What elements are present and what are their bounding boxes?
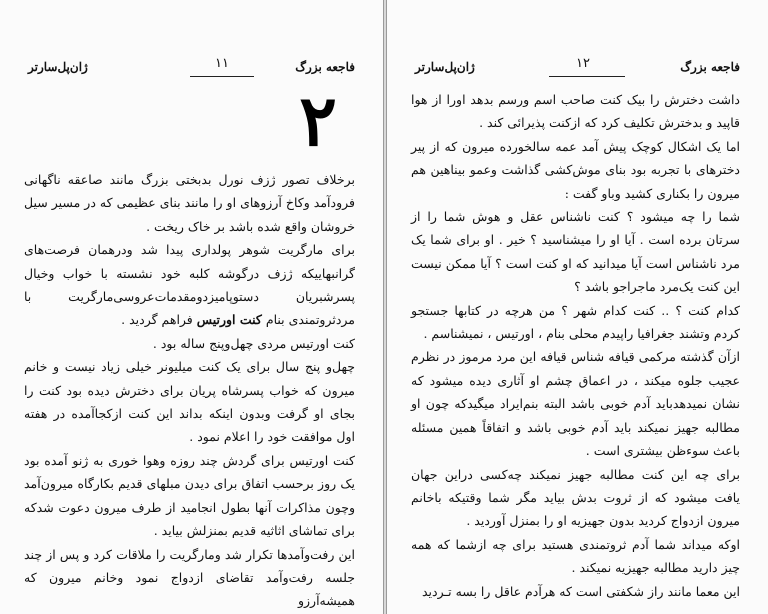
chapter-number: ۲ — [299, 79, 337, 162]
running-author: ژان‌پل‌سارتر — [415, 60, 475, 74]
paragraph: ازآن گذشته مرکمی قیافه شناس قیافه این مرد مرموز در نظرم عجیب جلوه میکند ، در اعماق چشم او آثاری دیده میشود که نشان نمیدهدباید آدم خوبی باشد البته بنم‌ایراد میگیدکه چون او مطالبه جهیز نمیکند باید آدم خوبی باشد و اتفاقاً همین مسئله باعث سوءظن بیشتری است . — [411, 349, 740, 459]
running-author: ژان‌پل‌سارتر — [28, 60, 88, 74]
paragraph: کنت اورتیس برای گردش چند روزه وهوا خوری به ژنو آمده بود یک روز برحسب اتفاق برای دیدن مبلهای قدیم بکارگاه میرون‌آمد وچون مذاکرات آنها بطول انجامید از طرف میرون دعوت شدکه برای تماشای اثاثیه قدیم بمنزلش بیاید . — [24, 452, 355, 539]
paragraph: کدام کنت ؟ .. کنت کدام شهر ؟ من هرچه در کتابها جستجو کردم وتشند جغرافیا راپیدم محلی بنام ، اورتیس ، نمیشناسم . — [411, 302, 740, 342]
paragraph: این معما مانند راز شکفتی است که هرآدم عاقل را بسه تـردید — [421, 583, 740, 599]
paragraph: این رفت‌وآمدها تکرار شد ومارگریت را ملاقات کرد و پس از چند جلسه رفت‌وآمد تقاضای ازدواج نمود وخانم میرون که همیشه‌آرزو — [24, 546, 355, 609]
header-rule — [549, 76, 625, 77]
page-number: ۱۲ — [576, 56, 590, 71]
paragraph: برای چه این کنت مطالبه جهیز نمیکند چه‌کسی دراین جهان یافت میشود که از ثروت بدش بیاید مگر شما وقتیکه باخانم میرون ازدواج کردید بدون جهیزیه او را بمنزل آوردید . — [411, 466, 740, 529]
running-title: فاجعه بزرگ — [295, 60, 355, 74]
bold-name: کنت اورتیس — [196, 312, 262, 328]
paragraph: برخلاف تصور ژزف نورل بدبختی بزرگ مانند صاعقه ناگهانی فرود‌آمد وکاخ آرزوهای او را مانند بنای عظیمی که در مسیر سیل خروشان واقع شده باشد بر خاک ریخت . — [24, 172, 355, 234]
page-number: ۱۱ — [215, 56, 229, 71]
right-page-header — [415, 56, 740, 82]
right-page-body — [411, 88, 740, 603]
running-title: فاجعه بزرگ — [680, 60, 740, 74]
paragraph: اوکه میداند شما آدم ثروتمندی هستید برای چه ازشما که همه چیز دارید مطالبه جهیزیه نمیکند . — [411, 536, 740, 576]
paragraph: شما را چه میشود ؟ کنت ناشناس عقل و هوش شما را از سرتان برده است . آیا او را میشناسید ؟ خیر . او برای شما یک مرد ناشناس است آیا میدانید که او کنت است ؟ آیا ممکن نیست این کنت یک‌مرد ماجراجو باشد ؟ — [411, 209, 740, 295]
paragraph: داشت دخترش را بیک کنت صاحب اسم ورسم بدهد اورا از هوا قاپید و بدخترش تکلیف کرد که ازکنت پذیرائی کند . — [411, 92, 740, 131]
paragraph: کنت اورتیس مردی چهل‌وپنج ساله بود . — [152, 335, 355, 351]
paragraph: چهل‌و پنج سال برای یک کنت میلیونر خیلی زیاد نیست و خانم میرون که خواب پسرشاه پریان برای دخترش دیده بود کنت را بجای او گرفت وبدون اینکه بداند این کنت ازکجاآمده در هفته اول موافقت خود را اعلام نمود . — [24, 359, 355, 445]
right-page — [386, 0, 768, 614]
paragraph: اما یک اشکال کوچک پیش آمد عمه سالخورده میرون که از پیر دخترهای با تجربه بود بنای موش‌کشی گذاشت وعمو بیناهین هم میرون را بکناری کشید وباو گفت : — [411, 138, 740, 201]
header-rule — [190, 76, 254, 77]
left-page-body — [24, 168, 355, 613]
paragraph: برای مارگریت شوهر پولداری پیدا شد ودرهمان فرصت‌های گرانبهاییکه ژزف درگوشه کلبه خود نشسته با خواب وخیال پسرشبریان دستوپامیزدومقدمات‌عروسی‌مارگریت با مردثروتمندی بنام کنت اورتیس فراهم گردید . — [24, 242, 355, 328]
